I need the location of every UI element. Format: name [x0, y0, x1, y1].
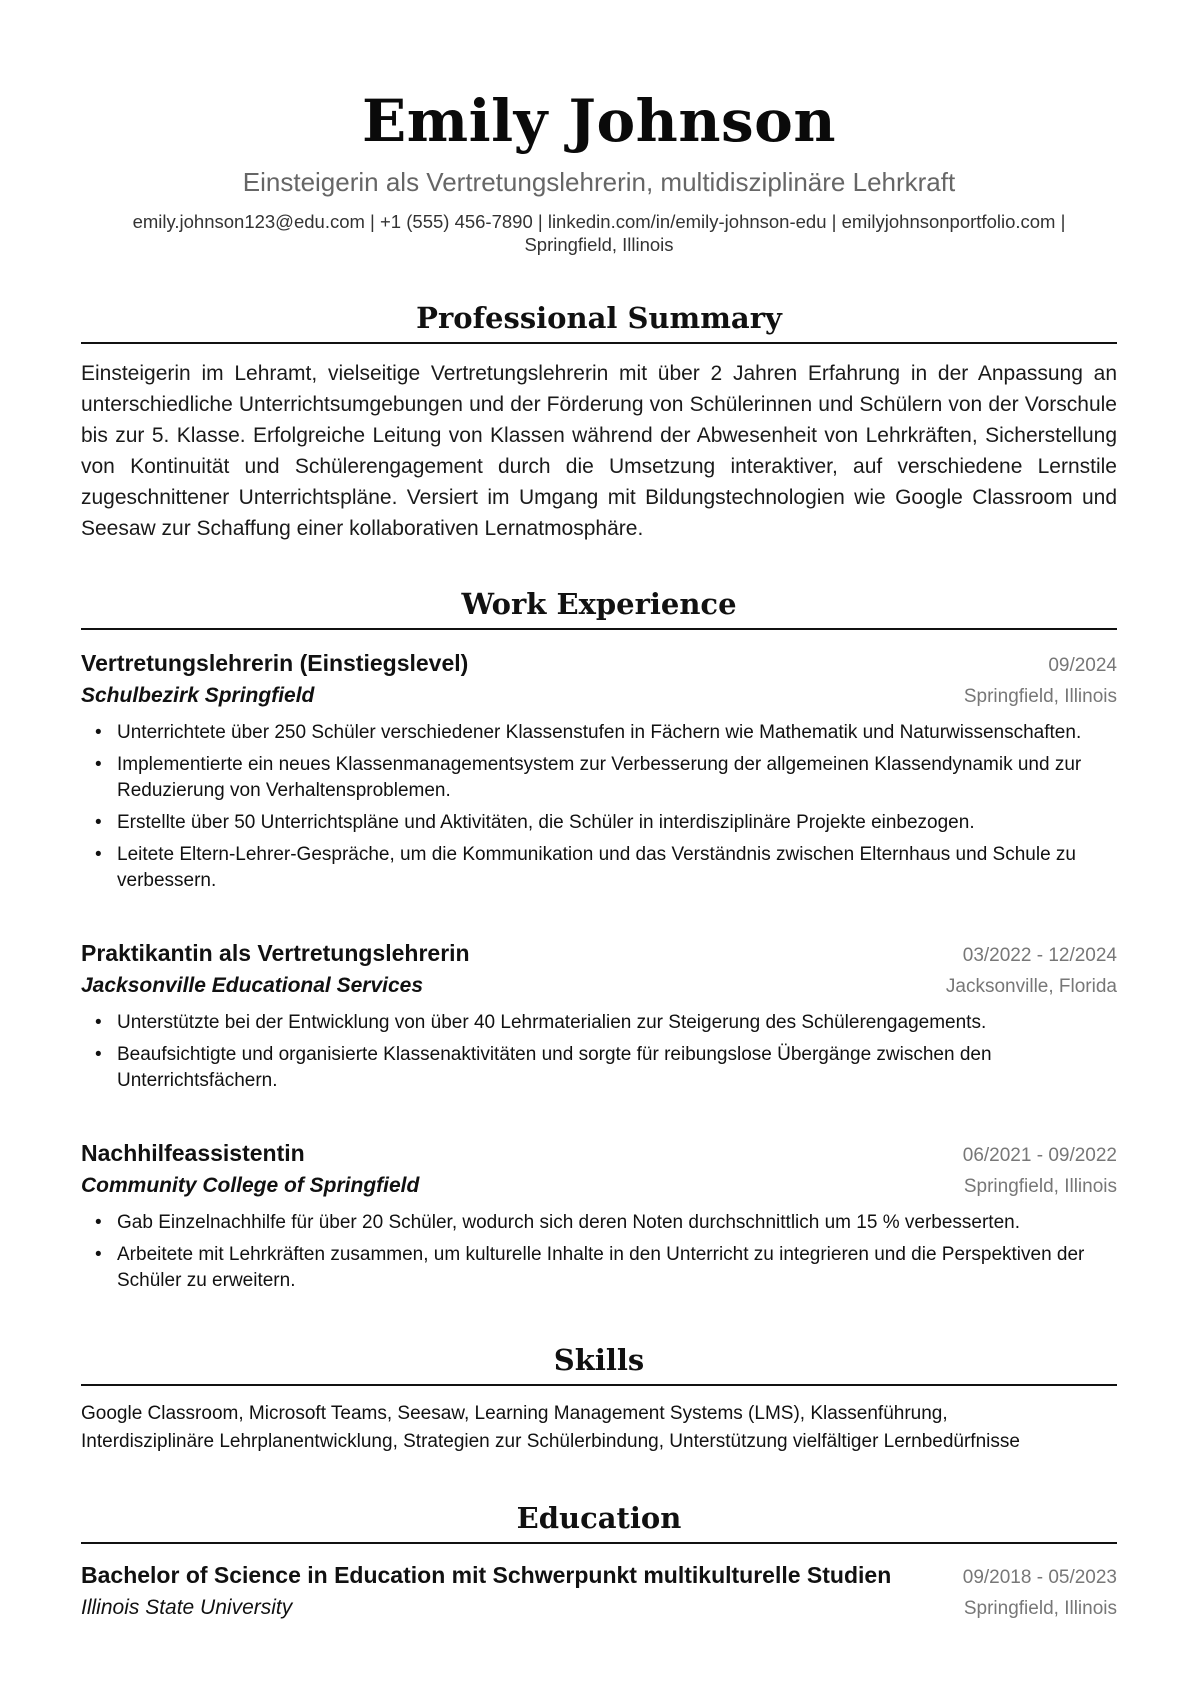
job-title: Nachhilfeassistentin — [81, 1140, 305, 1166]
skills-heading: Skills — [81, 1342, 1117, 1386]
education-date: 09/2018 - 05/2023 — [962, 1567, 1117, 1588]
bullet-item: • Erstellte über 50 Unterrichtspläne und Aktivitäten, die Schüler in interdisziplinäre Projekte einbezogen. — [81, 810, 1117, 836]
candidate-headline: Einsteigerin als Vertretungslehrerin, multidisziplinäre Lehrkraft — [242, 167, 956, 197]
job-employer: Jacksonville Educational Services — [81, 974, 424, 997]
bullet-item: • Beaufsichtigte und organisierte Klassenaktivitäten und sorgte für reibungslose Übergänge zwischen den Unterrichtsfächern. — [81, 1042, 1117, 1094]
resume-page — [81, 0, 1117, 1624]
job-location: Springfield, Illinois — [963, 1176, 1117, 1197]
job-employer: Community College of Springfield — [81, 1174, 420, 1197]
contact-info — [81, 210, 1117, 256]
job-bullets — [81, 720, 1117, 894]
job-bullets — [81, 1210, 1117, 1294]
job-title: Vertretungslehrerin (Einstiegslevel) — [81, 650, 469, 676]
degree-title: Bachelor of Science in Education mit Schwerpunkt multikulturelle Studien — [81, 1562, 892, 1588]
skills-section — [81, 1342, 1117, 1456]
candidate-name: Emily Johnson — [361, 87, 836, 155]
education-heading: Education — [81, 1500, 1117, 1544]
skills-list — [81, 1400, 1117, 1456]
job-title: Praktikantin als Vertretungslehrerin — [81, 940, 470, 966]
bullet-item: • Gab Einzelnachhilfe für über 20 Schüler, wodurch sich deren Noten durchschnittlich um 15 % verbesserten. — [81, 1210, 1117, 1236]
bullet-item: • Leitete Eltern-Lehrer-Gespräche, um die Kommunikation und das Verständnis zwischen Elternhaus und Schule zu verbessern. — [81, 842, 1117, 894]
job-date: 09/2024 — [1048, 655, 1117, 676]
skills-line-1: Google Classroom, Microsoft Teams, Seesaw, Learning Management Systems (LMS), Klassenführung, — [81, 1403, 948, 1424]
contact-line-2: Springfield, Illinois — [524, 234, 674, 255]
resume-header — [81, 0, 1117, 256]
bullet-item: • Arbeitete mit Lehrkräften zusammen, um kulturelle Inhalte in den Unterricht zu integrieren und die Perspektiven der Schüler zu erweitern. — [81, 1242, 1117, 1294]
education-section — [81, 1500, 1117, 1624]
job-entry — [81, 938, 1117, 1094]
skills-line-2: Interdisziplinäre Lehrplanentwicklung, Strategien zur Schülerbindung, Unterstützung vielfältiger Lernbedürfnisse — [81, 1431, 1020, 1452]
bullet-item: • Unterrichtete über 250 Schüler verschiedener Klassenstufen in Fächern wie Mathematik und Naturwissenschaften. — [81, 720, 1117, 746]
education-entry — [81, 1560, 1117, 1624]
contact-line-1: emily.johnson123@edu.com | +1 (555) 456-7890 | linkedin.com/in/emily-johnson-edu | emilyjohnsonportfolio.com | — [132, 211, 1066, 232]
education-location: Springfield, Illinois — [963, 1598, 1117, 1619]
summary-text: Einsteigerin im Lehramt, vielseitige Vertretungslehrerin mit über 2 Jahren Erfahrung in der Anpassung an unterschiedliche Unterrichtsumgebungen und der Förderung von Schülerinnen und Schülern von der Vorschule bis zur 5. Klasse. Erfolgreiche Leitung von Klassen während der Abwesenheit von Lehrkräften, Sicherstellung von Kontinuität und Schülerengagement durch die Umsetzung interaktiver, auf verschiedene Lernstile zugeschnittener Unterrichtspläne. Versiert im Umgang mit Bildungstechnologien wie Google Classroom und Seesaw zur Schaffung einer kollaborativen Lernatmosphäre. — [81, 362, 1117, 540]
experience-heading: Work Experience — [81, 586, 1117, 630]
job-bullets — [81, 1010, 1117, 1094]
job-location: Springfield, Illinois — [963, 686, 1117, 707]
job-employer: Schulbezirk Springfield — [81, 684, 315, 707]
job-entry — [81, 648, 1117, 894]
job-location: Jacksonville, Florida — [945, 976, 1117, 997]
bullet-item: • Implementierte ein neues Klassenmanagementsystem zur Verbesserung der allgemeinen Klassendynamik und zur Reduzierung von Verhaltensproblemen. — [81, 752, 1117, 804]
job-date: 06/2021 - 09/2022 — [962, 1145, 1117, 1166]
school-name: Illinois State University — [81, 1596, 293, 1619]
job-date: 03/2022 - 12/2024 — [962, 945, 1117, 966]
summary-heading: Professional Summary — [81, 300, 1117, 344]
experience-section — [81, 586, 1117, 1294]
summary-section — [81, 300, 1117, 544]
bullet-item: • Unterstützte bei der Entwicklung von über 40 Lehrmaterialien zur Steigerung des Schülerengagements. — [81, 1010, 1117, 1036]
job-entry — [81, 1138, 1117, 1294]
